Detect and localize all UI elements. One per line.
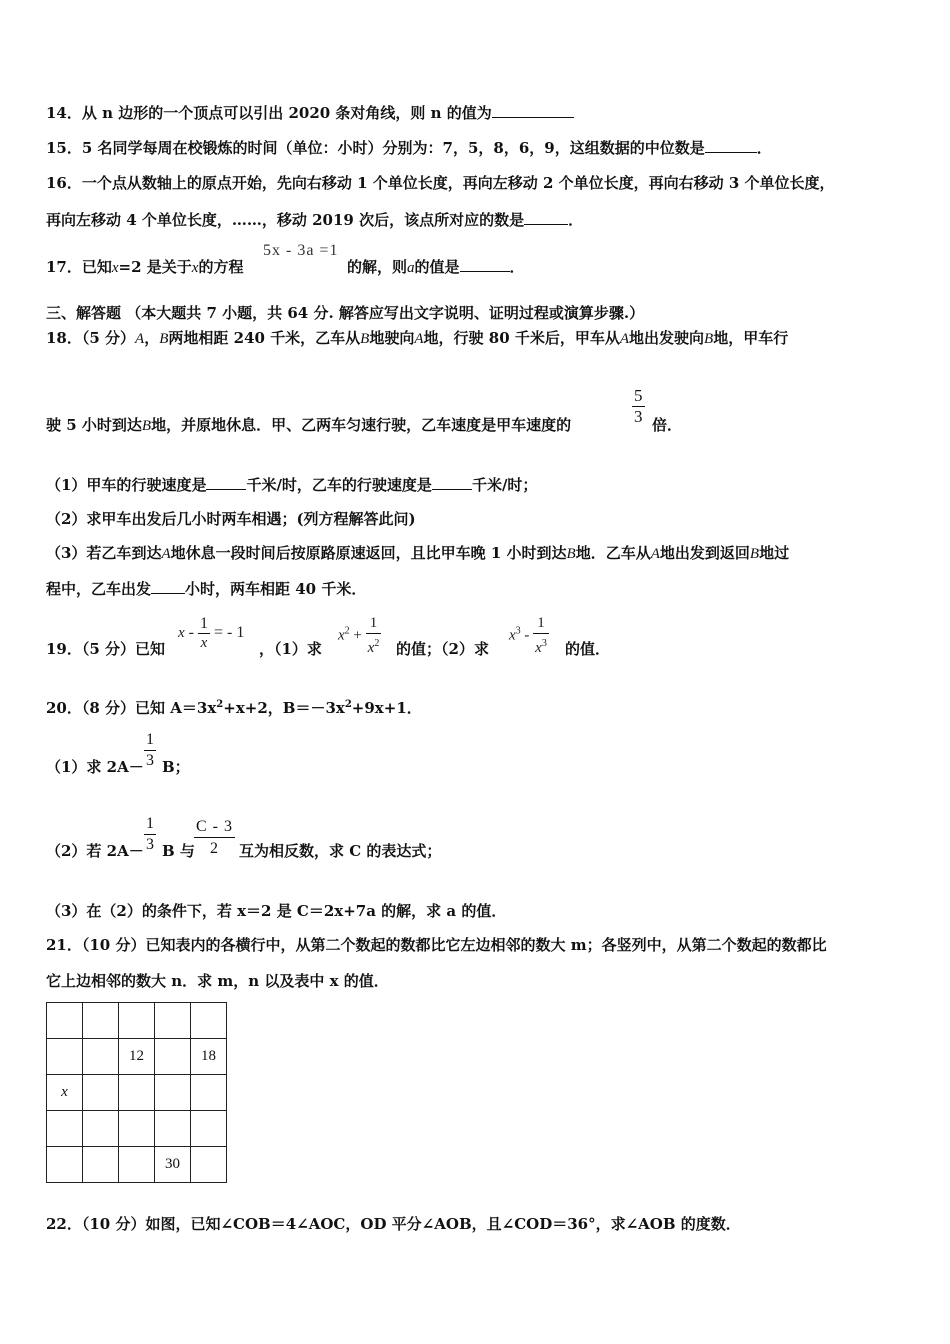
answer-blank [524, 210, 568, 225]
question-20: 20．（8 分）已知 $A=3x^2+x+2$，$B=-3x^2+9x+1$． [46, 699, 422, 717]
table-cell [47, 1039, 83, 1075]
table-cell [83, 1111, 119, 1147]
table-row [47, 1039, 227, 1075]
table-cell: x [47, 1075, 83, 1111]
equation-19-given: x - $\frac{1}{x}$ = - 1 [178, 615, 245, 651]
table-cell: 18 [191, 1039, 227, 1075]
table-cell [155, 1075, 191, 1111]
answer-blank [460, 257, 510, 272]
question-17: 17．已知x=2 是关于x的方程 [46, 258, 244, 276]
question-18-line1: 18．（5 分）A，B两地相距 240 千米，乙车从B地驶向A地，行驶 80 千米后，甲车从A地出发驶向B地，甲车行 [46, 329, 789, 347]
equation-17: 5x - 3a =1 [263, 242, 339, 259]
question-20-part2: （2）若 2A－ [46, 842, 144, 860]
answer-blank [151, 579, 185, 594]
table-cell [191, 1003, 227, 1039]
table-cell [191, 1147, 227, 1183]
question-19-part1: ，（1）求 [259, 640, 322, 658]
question-20-part1: （1）求 2A－ [46, 758, 144, 776]
table-cell [119, 1075, 155, 1111]
question-18-line2-tail: 倍． [652, 416, 683, 434]
fraction-c-minus-3-over-2: $\frac{C - 3}{2}$ [196, 818, 233, 857]
table-cell [47, 1147, 83, 1183]
question-19: 19．（5 分）已知 [46, 640, 166, 658]
answer-blank [492, 103, 574, 118]
question-20-part3: （3）在（2）的条件下，若 x＝2 是 C＝2x+7a 的解，求 a 的值． [46, 902, 507, 920]
question-16-line1: 16．一个点从数轴上的原点开始，先向右移动 1 个单位长度，再向左移动 2 个单位长度，再向右移动 3 个单位长度， [46, 174, 835, 192]
question-18-line2: 驶 5 小时到达B地，并原地休息．甲、乙两车匀速行驶，乙车速度是甲车速度的 [46, 416, 572, 434]
question-15: 15．5 名同学每周在校锻炼的时间（单位：小时）分别为：7，5，8，6，9，这组数据的中位数是 ． [46, 139, 772, 157]
table-cell [155, 1003, 191, 1039]
number-grid [46, 1002, 227, 1183]
question-17-tail: 的解，则a的值是 ． [347, 258, 525, 276]
table-cell [155, 1111, 191, 1147]
question-19-tail: 的值． [565, 640, 611, 658]
table-cell: 30 [155, 1147, 191, 1183]
table-cell [155, 1039, 191, 1075]
table-row [47, 1111, 227, 1147]
question-21-line2: 它上边相邻的数大 n．求 m，n 以及表中 x 的值． [46, 972, 389, 990]
table-row [47, 1147, 227, 1183]
question-18-part1: （1）甲车的行驶速度是 千米/时，乙车的行驶速度是 千米/时； [46, 476, 538, 494]
table-cell [47, 1111, 83, 1147]
fraction-1-3b: $\frac{1}{3}$ [146, 815, 154, 853]
question-18-part2: （2）求甲车出发后几小时两车相遇；(列方程解答此问) [46, 510, 416, 528]
question-21-line1: 21．（10 分）已知表内的各横行中，从第二个数起的数都比它左边相邻的数大 m；各竖列中，从第二个数起的数都比 [46, 936, 827, 954]
table-cell [83, 1039, 119, 1075]
expression-19-1: $x^2$ + $\frac{1}{x^2}$ [338, 615, 380, 656]
section-heading: 三、解答题 （本大题共 7 小题，共 64 分. 解答应写出文字说明、证明过程或演算步骤.） [46, 304, 645, 322]
table-cell [191, 1111, 227, 1147]
answer-blank [432, 475, 472, 490]
table-cell [83, 1147, 119, 1183]
table-cell [47, 1003, 83, 1039]
table-cell [83, 1003, 119, 1039]
table-cell [119, 1111, 155, 1147]
answer-blank [705, 138, 757, 153]
table-cell [83, 1075, 119, 1111]
question-14: 14．从 n 边形的一个顶点可以引出 2020 条对角线，则 n 的值为 [46, 102, 574, 123]
question-18-part3-line2: 程中，乙车出发 小时，两车相距 40 千米． [46, 580, 367, 598]
question-20-part2-tail: 互为相反数，求 C 的表达式； [239, 842, 442, 860]
fraction-5-3: $\frac{5}{3}$ [634, 386, 643, 426]
table-cell: 12 [119, 1039, 155, 1075]
fraction-1-3: $\frac{1}{3}$ [146, 731, 154, 769]
table-row [47, 1003, 227, 1039]
table-cell [191, 1075, 227, 1111]
question-19-part2: 的值；（2）求 [396, 640, 489, 658]
table-cell [119, 1147, 155, 1183]
question-20-part2-mid: B 与 [162, 842, 195, 860]
table-row [47, 1075, 227, 1111]
table-cell [119, 1003, 155, 1039]
question-16-line2: 再向左移动 4 个单位长度，……，移动 2019 次后，该点所对应的数是 ． [46, 211, 584, 229]
question-22: 22．（10 分）如图，已知∠COB＝4∠AOC，OD 平分∠AOB，且∠COD＝36°，求∠AOB 的度数． [46, 1215, 741, 1233]
answer-blank [206, 475, 246, 490]
question-20-part1-tail: B； [162, 758, 190, 776]
question-18-part3-line1: （3）若乙车到达A地休息一段时间后按原路原速返回，且比甲车晚 1 小时到达B地．乙车从A地出发到返回B地过 [46, 544, 790, 562]
expression-19-2: $x^3$ - $\frac{1}{x^3}$ [509, 615, 547, 656]
